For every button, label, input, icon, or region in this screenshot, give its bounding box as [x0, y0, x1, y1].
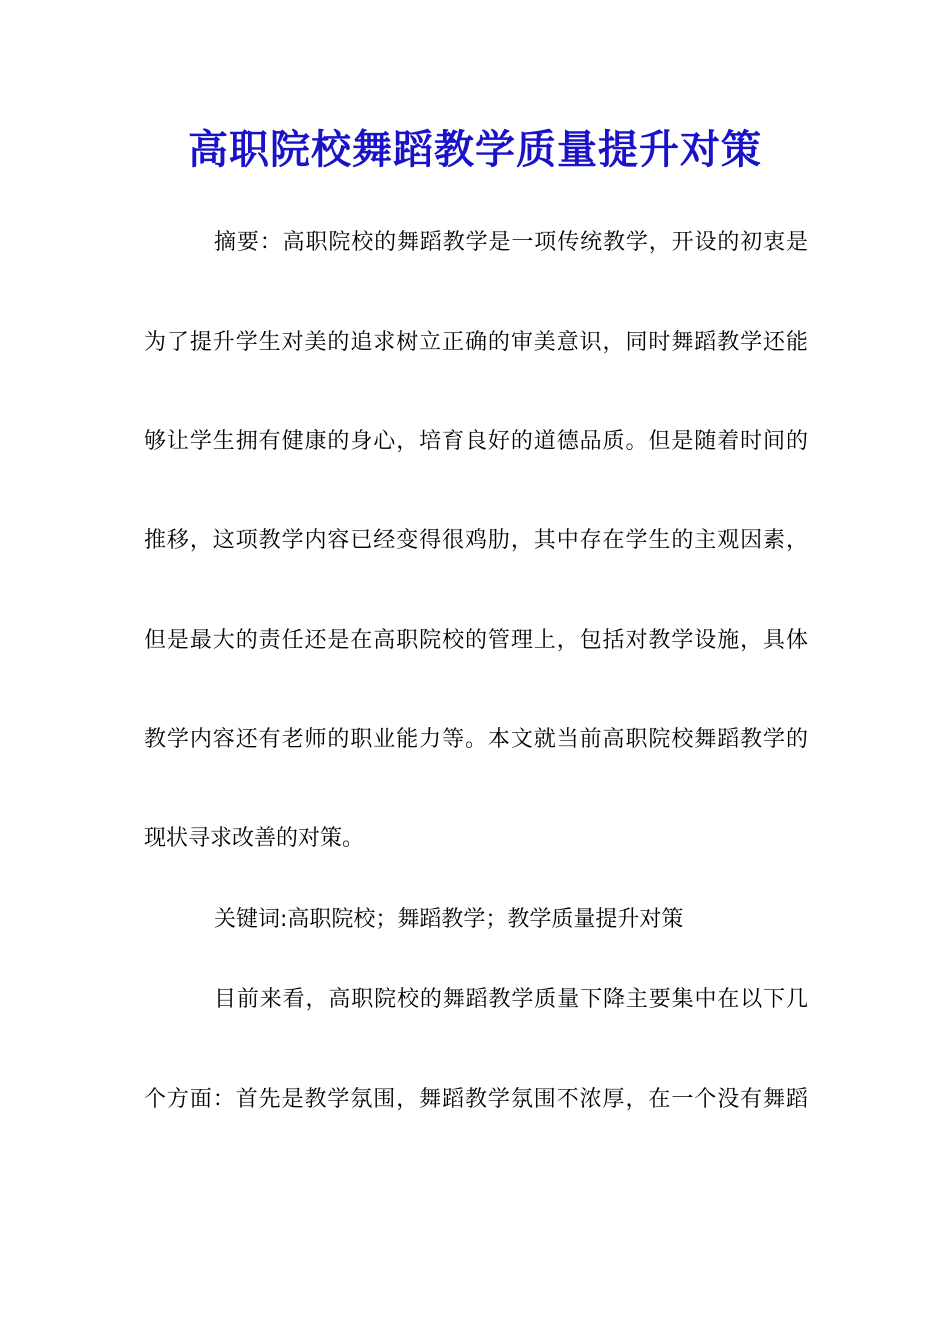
- body-paragraph-line: 目前来看，高职院校的舞蹈教学质量下降主要集中在以下几: [214, 987, 808, 1012]
- abstract-line: 推移，这项教学内容已经变得很鸡肋，其中存在学生的主观因素，: [144, 528, 808, 553]
- abstract-line: 教学内容还有老师的职业能力等。本文就当前高职院校舞蹈教学的: [144, 727, 808, 752]
- abstract-line: 现状寻求改善的对策。: [144, 826, 365, 851]
- document-title: 高职院校舞蹈教学质量提升对策: [188, 126, 762, 173]
- body-paragraph-line: 个方面：首先是教学氛围，舞蹈教学氛围不浓厚，在一个没有舞蹈: [144, 1087, 808, 1112]
- abstract-line: 为了提升学生对美的追求树立正确的审美意识，同时舞蹈教学还能: [144, 330, 808, 355]
- keywords-line: 关键词:高职院校；舞蹈教学；教学质量提升对策: [214, 907, 684, 932]
- abstract-line: 摘要：高职院校的舞蹈教学是一项传统教学，开设的初衷是: [214, 230, 808, 255]
- abstract-line: 够让学生拥有健康的身心，培育良好的道德品质。但是随着时间的: [144, 429, 808, 454]
- abstract-line: 但是最大的责任还是在高职院校的管理上，包括对教学设施，具体: [144, 628, 808, 653]
